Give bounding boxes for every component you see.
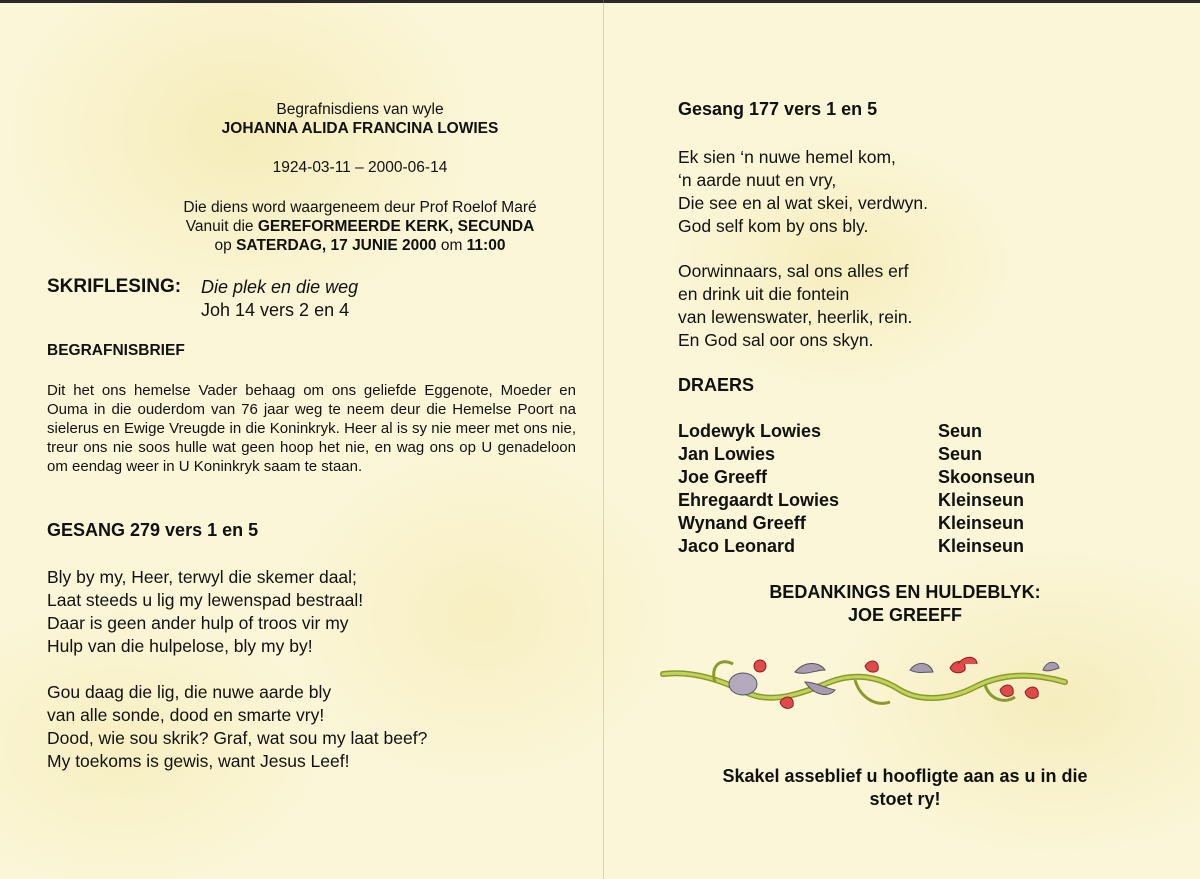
bearer-relation: Skoonseun (938, 467, 1036, 487)
deceased-name: JOHANNA ALIDA FRANCINA LOWIES (221, 120, 499, 137)
bearer-relation: Seun (938, 444, 983, 464)
bearer-row (678, 421, 1098, 444)
hymn-line: En God sal oor ons skyn. (678, 330, 874, 350)
headlights-notice-line-2: stoet ry! (869, 789, 941, 809)
hymn-279-verse-1 (47, 566, 363, 658)
bearer-relation: Kleinseun (938, 513, 1025, 533)
floral-vine-ornament (655, 652, 1080, 717)
red-leaf (865, 661, 878, 672)
hymn-line: Oorwinnaars, sal ons alles erf (678, 261, 909, 281)
reading-label: SKRIFLESING: (47, 276, 182, 297)
service-date: SATERDAG, 17 JUNIE 2000 (236, 237, 437, 254)
headlights-notice-line-1: Skakel asseblief u hoofligte aan as u in die (722, 766, 1088, 786)
bearer-row (678, 467, 1098, 490)
hymn-line: Ek sien ‘n nuwe hemel kom, (678, 147, 896, 167)
hymn-line: Hulp van die hulpelose, bly my by! (47, 636, 313, 656)
red-leaf (1000, 685, 1013, 696)
bearer-relation: Kleinseun (938, 490, 1025, 510)
hymn-line: van alle sonde, dood en smarte vry! (47, 705, 325, 725)
hymn-177-heading: Gesang 177 vers 1 en 5 (678, 99, 878, 119)
hymn-line: Daar is geen ander hulp of troos vir my (47, 613, 349, 633)
hymn-line: God self kom by ons bly. (678, 216, 869, 236)
officiant-line: Die diens word waargeneem deur Prof Roelof Maré (183, 199, 537, 216)
hymn-177-verse-1 (678, 146, 928, 238)
bearer-relation: Kleinseun (938, 536, 1025, 556)
hymn-line: Gou daag die lig, die nuwe aarde bly (47, 682, 332, 702)
red-leaf (780, 697, 793, 708)
hymn-279-heading: GESANG 279 vers 1 en 5 (47, 520, 259, 540)
red-leaf (958, 657, 977, 664)
hymn-line: ‘n aarde nuut en vry, (678, 170, 837, 190)
hymn-279-verse-2 (47, 681, 427, 773)
reading-title: Die plek en die weg (201, 277, 359, 297)
venue-line (60, 217, 660, 237)
letter-text: Dit het ons hemelse Vader behaag om ons geliefde Eggenote, Moeder en Ouma in die ouderdom van 76 jaar weg te neem deur die Hemelse Poort na sielerus en Ewige Vreugde in die Koninkryk. Heer al is sy nie meer met ons nie, treur ons nie soos hulle wat geen hoop het nie, en wag ons op U genadeloon om eendag weer in U Koninkryk saam te staan. (47, 382, 576, 475)
purple-leaf (1043, 662, 1059, 671)
bearers-list (678, 421, 1098, 561)
date-prefix: op (214, 237, 237, 254)
service-time: 11:00 (466, 237, 506, 254)
hymn-line: van lewenswater, heerlik, rein. (678, 307, 913, 327)
life-dates: 1924-03-11 – 2000-06-14 (272, 159, 448, 176)
purple-bud (729, 673, 757, 695)
hymn-line: Dood, wie sou skrik? Graf, wat sou my laat beef? (47, 728, 428, 748)
bearer-name: Jaco Leonard (678, 536, 796, 556)
bearers-heading: DRAERS (678, 375, 755, 395)
bearer-row (678, 536, 1098, 559)
purple-leaf (910, 663, 933, 672)
hymn-line: en drink uit die fontein (678, 284, 850, 304)
hymn-line: Bly by my, Heer, terwyl die skemer daal; (47, 567, 357, 587)
bearer-name: Jan Lowies (678, 444, 776, 464)
bearer-relation: Seun (938, 421, 983, 441)
service-intro: Begrafnisdiens van wyle (276, 101, 444, 118)
reading-reference: Joh 14 vers 2 en 4 (201, 300, 350, 320)
venue: GEREFORMEERDE KERK, SECUNDA (257, 218, 535, 235)
bearer-row (678, 513, 1098, 536)
purple-leaf (795, 664, 825, 674)
hymn-line: My toekoms is gewis, want Jesus Leef! (47, 751, 350, 771)
page-top-edge (0, 0, 1200, 3)
bearer-row (678, 444, 1098, 467)
hymn-line: Laat steeds u lig my lewenspad bestraal! (47, 590, 364, 610)
bearer-name: Ehregaardt Lowies (678, 490, 840, 510)
bearer-name: Wynand Greeff (678, 513, 806, 533)
thanks-person: JOE GREEFF (847, 605, 963, 625)
venue-prefix: Vanuit die (185, 218, 258, 235)
time-prefix: om (436, 237, 467, 254)
bearer-name: Lodewyk Lowies (678, 421, 822, 441)
date-time-line (60, 236, 660, 256)
red-leaf (1025, 687, 1038, 698)
bearer-row (678, 490, 1098, 513)
bearer-name: Joe Greeff (678, 467, 768, 487)
hymn-line: Die see en al wat skei, verdwyn. (678, 193, 928, 213)
letter-heading: BEGRAFNISBRIEF (47, 342, 185, 359)
red-berry (754, 660, 766, 672)
hymn-177-verse-2 (678, 260, 912, 352)
thanks-heading: BEDANKINGS EN HULDEBLYK: (769, 582, 1041, 602)
